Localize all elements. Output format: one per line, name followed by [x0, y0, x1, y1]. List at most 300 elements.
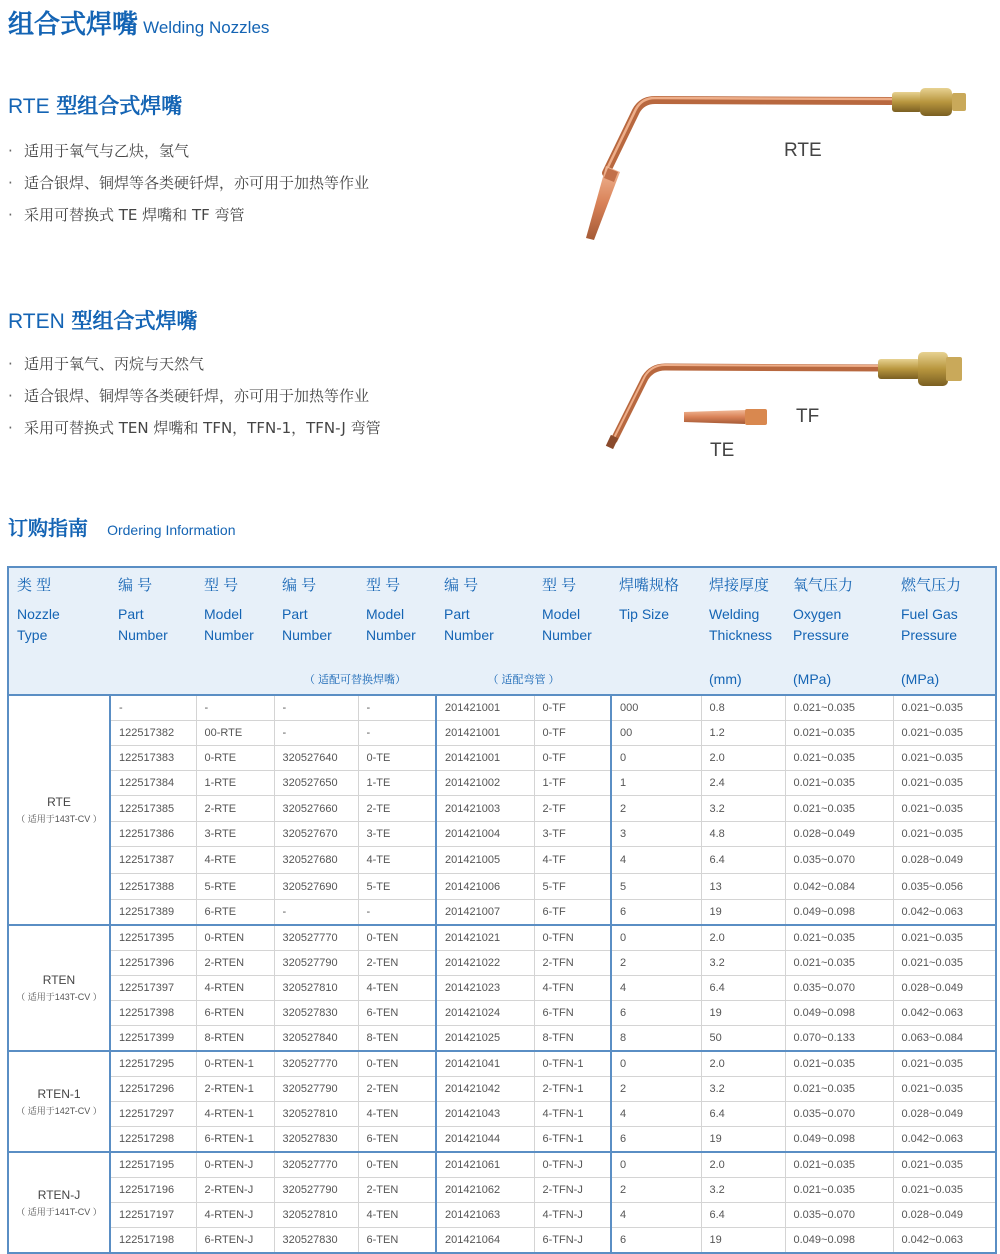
section-model: RTE: [8, 95, 50, 118]
table-cell: 5-TF: [534, 874, 611, 900]
table-cell: 0.028~0.049: [893, 976, 996, 1001]
table-cell: 0.021~0.035: [893, 1152, 996, 1178]
table-cell: 201421001: [436, 746, 534, 771]
table-cell: 2.0: [701, 1051, 785, 1077]
column-header: 燃气压力: [893, 567, 996, 604]
table-cell: -: [274, 695, 358, 721]
table-row: [8, 1026, 996, 1052]
table-cell: 122517195: [110, 1152, 196, 1178]
table-cell: 6-RTE: [196, 900, 274, 926]
column-header: 焊接厚度: [701, 567, 785, 604]
table-cell: 4.8: [701, 822, 785, 847]
bullet-text: 采用可替换式 TE 焊嘴和 TF 弯管: [24, 206, 245, 224]
column-header-en: [893, 604, 996, 664]
table-cell: 0.021~0.035: [893, 771, 996, 796]
column-header-en: [110, 604, 196, 664]
header-line: Number: [204, 627, 254, 643]
table-row: [8, 847, 996, 874]
table-cell: 320527810: [274, 1102, 358, 1127]
table-cell: 201421022: [436, 951, 534, 976]
table-cell: 2.0: [701, 1152, 785, 1178]
table-cell: 3: [611, 822, 701, 847]
nozzle-type-cell: [8, 1051, 110, 1152]
table-cell: 0.021~0.035: [893, 1077, 996, 1102]
section-title-rten: [8, 305, 197, 335]
header-line: Model: [366, 606, 405, 622]
table-row: [8, 1228, 996, 1254]
table-cell: 2-TEN: [358, 951, 436, 976]
table-cell: 2-TE: [358, 796, 436, 822]
column-header: 型 号: [196, 567, 274, 604]
table-cell: 0.035~0.070: [785, 1102, 893, 1127]
page-title-cn: 组合式焊嘴: [8, 10, 139, 40]
nozzle-type: RTE: [47, 795, 71, 809]
table-cell: 201421061: [436, 1152, 534, 1178]
table-cell: 0.021~0.035: [785, 796, 893, 822]
header-line: Tip Size: [619, 606, 670, 622]
table-cell: 201421064: [436, 1228, 534, 1254]
nozzle-type-cell: [8, 695, 110, 925]
table-cell: 0.021~0.035: [893, 796, 996, 822]
table-row: [8, 1001, 996, 1026]
header-line: Number: [118, 627, 168, 643]
table-cell: 4-TEN: [358, 1203, 436, 1228]
table-cell: 0: [611, 1051, 701, 1077]
column-header: 焊嘴规格: [611, 567, 701, 604]
table-cell: 6-TFN-1: [534, 1127, 611, 1153]
column-header-en: [701, 604, 785, 664]
column-header: 型 号: [534, 567, 611, 604]
table-row: [8, 721, 996, 746]
table-cell: 6: [611, 1127, 701, 1153]
table-cell: 0-TEN: [358, 1051, 436, 1077]
table-cell: 0-TFN-J: [534, 1152, 611, 1178]
table-cell: 5-RTE: [196, 874, 274, 900]
table-row: [8, 1178, 996, 1203]
table-cell: 2: [611, 951, 701, 976]
column-header: 编 号: [110, 567, 196, 604]
table-cell: 0.021~0.035: [893, 925, 996, 951]
table-cell: 201421001: [436, 721, 534, 746]
header-line: Number: [542, 627, 592, 643]
table-cell: 6.4: [701, 1203, 785, 1228]
column-header: 型 号: [358, 567, 436, 604]
table-row: [8, 1152, 996, 1178]
table-cell: 201421003: [436, 796, 534, 822]
table-cell: 0.021~0.035: [785, 1152, 893, 1178]
table-cell: 201421023: [436, 976, 534, 1001]
table-cell: 201421005: [436, 847, 534, 874]
table-cell: 122517398: [110, 1001, 196, 1026]
header-row-cn: [8, 567, 996, 604]
table-cell: 8-RTEN: [196, 1026, 274, 1052]
table-cell: 2.4: [701, 771, 785, 796]
table-row: [8, 976, 996, 1001]
table-cell: 0.021~0.035: [785, 721, 893, 746]
table-cell: 0-TEN: [358, 1152, 436, 1178]
nozzle-type-note: （ 适用于143T-CV ）: [16, 992, 102, 1002]
table-cell: 0.028~0.049: [893, 847, 996, 874]
table-row: [8, 1203, 996, 1228]
note-replace-tip: （ 适配可替换焊嘴）: [274, 664, 436, 695]
table-cell: 201421001: [436, 695, 534, 721]
image-label-te: TE: [710, 440, 735, 461]
table-cell: 4: [611, 1102, 701, 1127]
table-cell: 2-TFN-J: [534, 1178, 611, 1203]
table-cell: 0.035~0.056: [893, 874, 996, 900]
nozzle-type: RTEN-1: [37, 1086, 81, 1101]
table-cell: 6-TFN-J: [534, 1228, 611, 1254]
table-cell: 4-RTEN-1: [196, 1102, 274, 1127]
table-cell: 6-RTEN-J: [196, 1228, 274, 1254]
table-cell: 122517297: [110, 1102, 196, 1127]
column-header: 编 号: [274, 567, 358, 604]
rten-feature-list: [8, 353, 381, 449]
table-cell: 00-RTE: [196, 721, 274, 746]
table-cell: 320527680: [274, 847, 358, 874]
table-row: [8, 925, 996, 951]
table-cell: 00: [611, 721, 701, 746]
table-cell: 0.042~0.063: [893, 900, 996, 926]
table-cell: 19: [701, 900, 785, 926]
table-cell: 4-TFN-1: [534, 1102, 611, 1127]
table-cell: 201421044: [436, 1127, 534, 1153]
header-line: Part: [282, 606, 308, 622]
table-row: [8, 771, 996, 796]
nozzle-type-note: （ 适用于142T-CV ）: [16, 1105, 102, 1116]
table-cell: 2.0: [701, 925, 785, 951]
table-cell: 0.021~0.035: [785, 746, 893, 771]
table-cell: 201421025: [436, 1026, 534, 1052]
table-cell: 0.021~0.035: [785, 695, 893, 721]
table-row: [8, 746, 996, 771]
nozzle-type-note: （ 适用于143T-CV ）: [16, 814, 102, 824]
list-item: [8, 385, 381, 417]
column-header-en: [8, 604, 110, 664]
table-cell: 320527660: [274, 796, 358, 822]
table-cell: 0.049~0.098: [785, 900, 893, 926]
header-line: Oxygen: [793, 606, 842, 622]
table-cell: -: [358, 695, 436, 721]
note-bend: （ 适配弯管 ）: [436, 664, 611, 695]
table-cell: -: [274, 721, 358, 746]
table-cell: 5: [611, 874, 701, 900]
table-cell: 0-RTEN-J: [196, 1152, 274, 1178]
table-cell: 2-TFN: [534, 951, 611, 976]
column-header: 编 号: [436, 567, 534, 604]
table-cell: 6: [611, 1001, 701, 1026]
header-row-en: [8, 604, 996, 664]
table-cell: 122517389: [110, 900, 196, 926]
table-row: [8, 695, 996, 721]
table-cell: 3.2: [701, 951, 785, 976]
table-cell: 122517385: [110, 796, 196, 822]
table-cell: 0.021~0.035: [785, 951, 893, 976]
table-cell: 122517298: [110, 1127, 196, 1153]
bullet-text: 采用可替换式 TEN 焊嘴和 TFN，TFN-1，TFN-J 弯管: [24, 419, 381, 437]
table-cell: 6.4: [701, 1102, 785, 1127]
table-cell: 0-RTEN: [196, 925, 274, 951]
table-cell: 122517296: [110, 1077, 196, 1102]
table-cell: 201421062: [436, 1178, 534, 1203]
table-cell: 3-TE: [358, 822, 436, 847]
column-header: 类 型: [8, 567, 110, 604]
table-cell: 13: [701, 874, 785, 900]
bullet-marker: ·: [8, 142, 13, 160]
table-cell: 4: [611, 847, 701, 874]
ordering-title: [8, 512, 236, 541]
table-cell: 0.021~0.035: [785, 1077, 893, 1102]
table-cell: 0.042~0.063: [893, 1228, 996, 1254]
table-cell: 0.049~0.098: [785, 1127, 893, 1153]
table-cell: 0.028~0.049: [785, 822, 893, 847]
table-row: [8, 1051, 996, 1077]
table-cell: 0.035~0.070: [785, 847, 893, 874]
header-line: Pressure: [901, 627, 958, 643]
table-cell: 201421006: [436, 874, 534, 900]
header-line: Type: [17, 627, 48, 643]
table-cell: 0.021~0.035: [893, 951, 996, 976]
header-line: Part: [444, 606, 470, 622]
table-row: [8, 1127, 996, 1153]
header-line: Thickness: [709, 627, 773, 643]
header-line: Nozzle: [17, 606, 60, 622]
column-header-en: [785, 604, 893, 664]
column-header-en: [274, 604, 358, 664]
table-cell: 0-RTE: [196, 746, 274, 771]
unit-fuel: (MPa): [893, 664, 996, 695]
page-title-en: Welding Nozzles: [143, 18, 270, 37]
table-cell: 4-TFN-J: [534, 1203, 611, 1228]
ordering-title-en: Ordering Information: [107, 522, 236, 538]
section-model: RTEN: [8, 310, 65, 333]
table-cell: 0-TF: [534, 746, 611, 771]
column-header-en: [611, 604, 701, 664]
table-cell: 3-RTE: [196, 822, 274, 847]
ordering-title-cn: 订购指南: [8, 516, 88, 540]
table-cell: 2-TF: [534, 796, 611, 822]
table-cell: 2-TFN-1: [534, 1077, 611, 1102]
table-cell: -: [358, 721, 436, 746]
table-cell: 8-TEN: [358, 1026, 436, 1052]
column-header-en: [358, 604, 436, 664]
header-row-notes: [8, 664, 996, 695]
table-cell: 4-TEN: [358, 1102, 436, 1127]
table-cell: 3.2: [701, 1077, 785, 1102]
header-line: Welding: [709, 606, 760, 622]
list-item: [8, 172, 369, 204]
table-cell: 0-TFN-1: [534, 1051, 611, 1077]
table-cell: 122517386: [110, 822, 196, 847]
list-item: [8, 417, 381, 449]
table-cell: -: [110, 695, 196, 721]
table-cell: 2-TEN: [358, 1077, 436, 1102]
table-cell: 0.049~0.098: [785, 1228, 893, 1254]
header-line: Model: [542, 606, 581, 622]
table-cell: 3.2: [701, 796, 785, 822]
section-title-cn: 型组合式焊嘴: [56, 94, 183, 118]
table-cell: 6-TEN: [358, 1228, 436, 1254]
table-cell: 6-TEN: [358, 1001, 436, 1026]
column-header-en: [534, 604, 611, 664]
table-cell: 0.021~0.035: [785, 1178, 893, 1203]
table-row: [8, 822, 996, 847]
ordering-table: [7, 566, 997, 1254]
table-cell: 122517397: [110, 976, 196, 1001]
unit-oxygen: (MPa): [785, 664, 893, 695]
rte-feature-list: [8, 140, 369, 236]
table-cell: 320527670: [274, 822, 358, 847]
table-cell: 6-RTEN: [196, 1001, 274, 1026]
header-spacer: [8, 664, 274, 695]
page-title: [8, 4, 269, 41]
table-cell: 122517382: [110, 721, 196, 746]
table-cell: 4-TE: [358, 847, 436, 874]
table-cell: 0.028~0.049: [893, 1203, 996, 1228]
table-cell: 4: [611, 1203, 701, 1228]
table-cell: 320527770: [274, 925, 358, 951]
table-cell: 2: [611, 796, 701, 822]
table-cell: 122517295: [110, 1051, 196, 1077]
table-cell: 0.042~0.084: [785, 874, 893, 900]
table-row: [8, 1102, 996, 1127]
table-cell: 320527690: [274, 874, 358, 900]
header-line: Fuel Gas: [901, 606, 958, 622]
table-cell: 320527810: [274, 976, 358, 1001]
table-row: [8, 900, 996, 926]
section-title-rte: [8, 90, 182, 120]
table-cell: 0-TF: [534, 695, 611, 721]
table-cell: 6: [611, 900, 701, 926]
table-row: [8, 874, 996, 900]
table-cell: 4: [611, 976, 701, 1001]
table-cell: 0.021~0.035: [893, 1178, 996, 1203]
table-cell: 1-TE: [358, 771, 436, 796]
table-cell: 122517197: [110, 1203, 196, 1228]
table-cell: 0.021~0.035: [893, 822, 996, 847]
table-cell: 320527770: [274, 1152, 358, 1178]
nozzle-type: RTEN: [42, 973, 76, 987]
table-cell: 3.2: [701, 1178, 785, 1203]
table-cell: 0.028~0.049: [893, 1102, 996, 1127]
table-cell: 6-RTEN-1: [196, 1127, 274, 1153]
column-header: 氧气压力: [785, 567, 893, 604]
table-cell: 2-RTEN-1: [196, 1077, 274, 1102]
table-cell: 19: [701, 1228, 785, 1254]
table-cell: 122517384: [110, 771, 196, 796]
table-cell: 0.070~0.133: [785, 1026, 893, 1052]
unit-thickness: (mm): [701, 664, 785, 695]
table-cell: 4-TF: [534, 847, 611, 874]
table-cell: 5-TE: [358, 874, 436, 900]
table-cell: 4-RTEN: [196, 976, 274, 1001]
bullet-marker: ·: [8, 174, 13, 192]
table-cell: 201421021: [436, 925, 534, 951]
table-cell: 320527770: [274, 1051, 358, 1077]
table-cell: 2-RTEN: [196, 951, 274, 976]
bullet-marker: ·: [8, 419, 13, 437]
rten-nozzle-image: [600, 340, 980, 460]
nozzle-type-cell: [8, 1152, 110, 1253]
table-cell: 201421042: [436, 1077, 534, 1102]
bullet-marker: ·: [8, 206, 13, 224]
header-line: Model: [204, 606, 243, 622]
bullet-text: 适用于氧气、丙烷与天然气: [24, 355, 205, 373]
table-cell: 320527830: [274, 1228, 358, 1254]
table-cell: 0.021~0.035: [893, 1051, 996, 1077]
table-cell: 4-TFN: [534, 976, 611, 1001]
table-cell: 2: [611, 1077, 701, 1102]
table-cell: 6-TFN: [534, 1001, 611, 1026]
table-cell: 320527640: [274, 746, 358, 771]
table-cell: 8: [611, 1026, 701, 1052]
table-cell: 201421007: [436, 900, 534, 926]
table-cell: 0.042~0.063: [893, 1127, 996, 1153]
table-cell: 19: [701, 1001, 785, 1026]
table-cell: 2-TEN: [358, 1178, 436, 1203]
table-cell: 320527790: [274, 951, 358, 976]
table-cell: 2-RTE: [196, 796, 274, 822]
table-cell: 0-TEN: [358, 925, 436, 951]
bullet-text: 适合银焊、铜焊等各类硬钎焊，亦可用于加热等作业: [24, 174, 370, 192]
table-cell: 122517395: [110, 925, 196, 951]
table-cell: 0: [611, 1152, 701, 1178]
rte-nozzle-image: [570, 78, 980, 258]
image-label-rte: RTE: [784, 140, 822, 161]
table-cell: 0: [611, 746, 701, 771]
table-cell: 201421002: [436, 771, 534, 796]
table-cell: 0.8: [701, 695, 785, 721]
table-cell: 50: [701, 1026, 785, 1052]
table-cell: 0.021~0.035: [785, 925, 893, 951]
list-item: [8, 140, 369, 172]
table-cell: 000: [611, 695, 701, 721]
table-cell: 122517388: [110, 874, 196, 900]
table-cell: 4-TEN: [358, 976, 436, 1001]
header-spacer: [611, 664, 701, 695]
table-cell: 320527840: [274, 1026, 358, 1052]
table-cell: 6: [611, 1228, 701, 1254]
table-cell: 6.4: [701, 976, 785, 1001]
table-cell: -: [358, 900, 436, 926]
table-cell: 0-TFN: [534, 925, 611, 951]
nozzle-type-note: （ 适用于141T-CV ）: [16, 1206, 102, 1217]
table-cell: 6-TF: [534, 900, 611, 926]
table-cell: 1.2: [701, 721, 785, 746]
table-cell: 0-TF: [534, 721, 611, 746]
table-cell: 0.035~0.070: [785, 1203, 893, 1228]
table-cell: 320527830: [274, 1001, 358, 1026]
table-cell: 320527650: [274, 771, 358, 796]
table-cell: 0.042~0.063: [893, 1001, 996, 1026]
table-cell: 122517399: [110, 1026, 196, 1052]
table-cell: 0.021~0.035: [893, 695, 996, 721]
table-cell: 0.049~0.098: [785, 1001, 893, 1026]
table-body: [8, 695, 996, 1253]
table-cell: 6.4: [701, 847, 785, 874]
column-header-en: [196, 604, 274, 664]
table-cell: 0.063~0.084: [893, 1026, 996, 1052]
image-label-tf: TF: [796, 406, 820, 427]
table-cell: 320527790: [274, 1178, 358, 1203]
table-cell: 122517383: [110, 746, 196, 771]
nozzle-type-cell: [8, 925, 110, 1051]
table-cell: 122517396: [110, 951, 196, 976]
header-line: Pressure: [793, 627, 850, 643]
table-row: [8, 796, 996, 822]
bullet-text: 适用于氧气与乙炔，氢气: [24, 142, 190, 160]
list-item: [8, 204, 369, 236]
